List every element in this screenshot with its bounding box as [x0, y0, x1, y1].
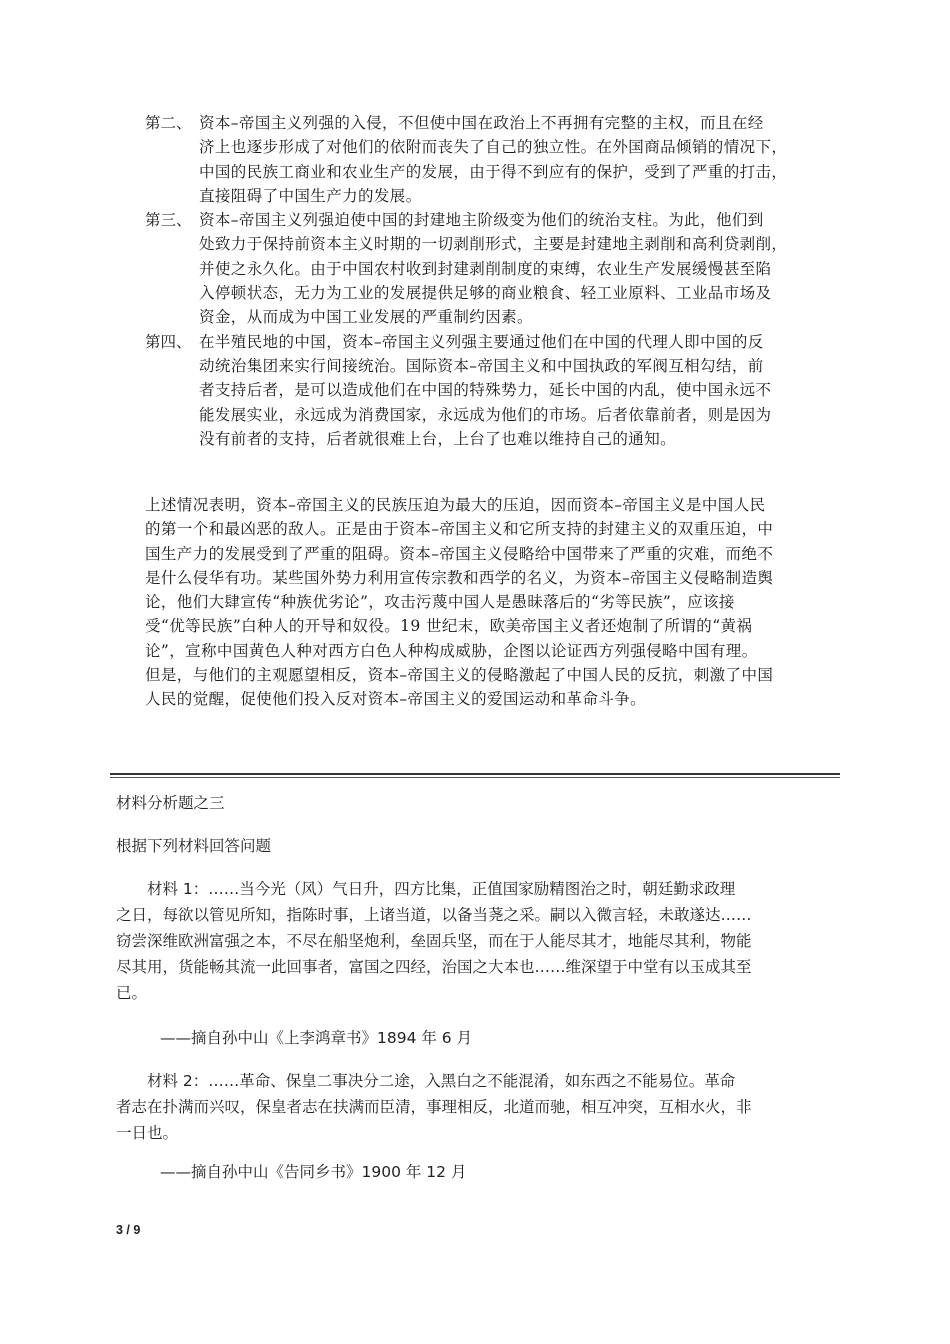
text-line: 人民的觉醒，促使他们投入反对资本–帝国主义的爱国运动和革命斗争。	[145, 690, 647, 709]
text-line: 济上也逐步形成了对他们的依附而丧失了自己的独立性。在外国商品倾销的情况下，	[199, 138, 788, 157]
text-line: 已。	[116, 984, 148, 1002]
text-line: 是什么侵华有功。某些国外势力利用宣传宗教和西学的名义，为资本–帝国主义侵略制造舆	[145, 568, 774, 587]
text-line: 材料 1：……当今光（风）气日升，四方比集，正值国家励精图治之时，朝廷勤求政理	[116, 880, 736, 898]
material-1-source: ——摘自孙中山《上李鸿章书》1894 年 6 月	[160, 1029, 473, 1047]
material-2-source: ——摘自孙中山《告同乡书》1900 年 12 月	[160, 1163, 467, 1181]
point-text	[199, 330, 835, 451]
text-line: 一日也。	[116, 1124, 179, 1142]
material-2	[116, 1068, 838, 1146]
instruction-text: 根据下列材料回答问题	[116, 837, 272, 855]
section-title: 材料分析题之三	[116, 794, 225, 812]
text-line: 论”，宣称中国黄色人种对西方白色人种构成威胁，企图以论证西方列强侵略中国有理。	[145, 641, 758, 660]
text-line: 在半殖民地的中国，资本–帝国主义列强主要通过他们在中国的代理人即中国的反	[199, 332, 764, 351]
text-line: 论，他们大肆宣传“种族优劣论”，攻击污蔑中国人是愚昧落后的“劣等民族”，应该接	[145, 593, 735, 612]
material-1	[116, 876, 838, 1006]
page-number: 3 / 9	[116, 1223, 141, 1237]
text-line: 中国的民族工商业和农业生产的发展，由于得不到应有的保护，受到了严重的打击，	[199, 162, 788, 181]
point-item	[145, 208, 835, 329]
text-line: 者志在扑满而兴叹，保皇者志在扶满而臣清，事理相反，北道而驰，相互冲突，互相水火，非	[116, 1098, 752, 1116]
text-line: 能发展实业，永远成为消费国家，永远成为他们的市场。后者依靠前者，则是因为	[199, 405, 772, 424]
text-line: 入停顿状态，无力为工业的发展提供足够的商业粮食、轻工业原料、工业品市场及	[199, 284, 772, 303]
text-line: 尽其用，货能畅其流一此回事者，富国之四经，治国之大本也……维深望于中堂有以玉成其至	[116, 958, 752, 976]
point-text	[199, 111, 835, 208]
text-line: 的第一个和最凶恶的敌人。正是由于资本–帝国主义和它所支持的封建主义的双重压迫，中	[145, 520, 774, 539]
text-line: 窃尝深维欧洲富强之本，不尽在船坚炮利，垒固兵坚，而在于人能尽其才，地能尽其利，物能	[116, 932, 752, 950]
point-label: 第二、	[145, 114, 192, 132]
text-line: 材料 2：……革命、保皇二事决分二途，入黑白之不能混淆，如东西之不能易位。革命	[116, 1072, 736, 1090]
text-line: 动统治集团来实行间接统治。国际资本–帝国主义和中国执政的军阀互相勾结，前	[199, 356, 764, 375]
point-label: 第三、	[145, 211, 192, 230]
text-line: 国生产力的发展受到了严重的阻碍。资本–帝国主义侵略给中国带来了严重的灾难，而绝不	[145, 544, 774, 563]
text-line: 资本–帝国主义列强的入侵，不但使中国在政治上不再拥有完整的主权，而且在经	[199, 114, 764, 132]
text-line: 但是，与他们的主观愿望相反，资本–帝国主义的侵略激起了中国人民的反抗，刺激了中国	[145, 666, 774, 685]
text-line: 者支持后者，是可以造成他们在中国的特殊势力，延长中国的内乱，使中国永远不	[199, 381, 772, 400]
text-line: 资金，从而成为中国工业发展的严重制约因素。	[199, 308, 533, 327]
text-line: 上述情况表明，资本–帝国主义的民族压迫为最大的压迫，因而资本–帝国主义是中国人民	[145, 496, 766, 514]
numbered-points	[145, 111, 835, 451]
text-line: 资本–帝国主义列强迫使中国的封建地主阶级变为他们的统治支柱。为此，他们到	[199, 211, 764, 230]
point-text	[199, 208, 835, 329]
text-line: 直接阻碍了中国生产力的发展。	[199, 186, 422, 205]
text-line: 处致力于保持前资本主义时期的一切剥削形式，主要是封建地主剥削和高利贷剥削，	[199, 235, 788, 254]
text-line: 之日，每欲以管见所知，指陈时事，上诸当道，以备当荛之采。嗣以入微言轻，未敢遂达……	[116, 906, 752, 924]
point-item	[145, 111, 835, 208]
section-divider	[110, 773, 840, 778]
summary-paragraph	[145, 493, 837, 712]
text-line: 受“优等民族”白种人的开导和奴役。19 世纪末，欧美帝国主义者还炮制了所谓的“黄祸	[145, 617, 753, 636]
point-item	[145, 330, 835, 451]
text-line: 没有前者的支持，后者就很难上台，上台了也难以维持自己的通知。	[199, 429, 677, 448]
text-line: 并使之永久化。由于中国农村收到封建剥削制度的束缚，农业生产发展缓慢甚至陷	[199, 259, 772, 278]
point-label: 第四、	[145, 332, 192, 351]
